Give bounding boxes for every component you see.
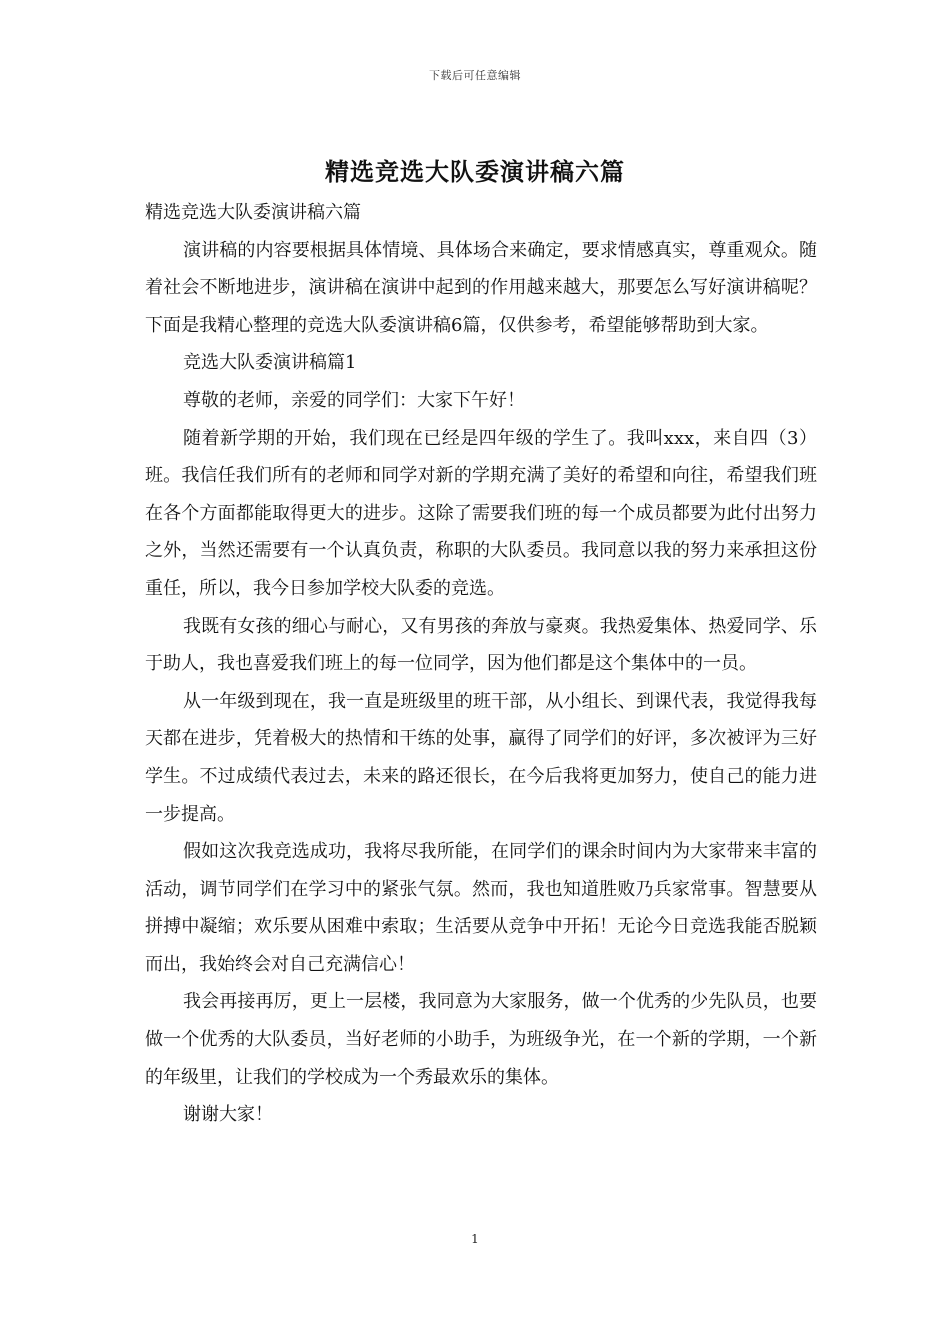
body-paragraph: 我既有女孩的细心与耐心，又有男孩的奔放与豪爽。我热爱集体、热爱同学、乐于助人，我也喜爱我们班上的每一位同学，因为他们都是这个集体中的一员。	[145, 615, 817, 675]
salutation: 尊敬的老师，亲爱的同学们：大家下午好！	[183, 389, 525, 411]
page-number: 1	[471, 1232, 479, 1246]
section-heading: 竞选大队委演讲稿篇1	[183, 352, 357, 374]
body-paragraph: 我会再接再厉，更上一层楼，我同意为大家服务，做一个优秀的少先队员，也要做一个优秀的大队委员，当好老师的小助手，为班级争光，在一个新的学期，一个新的年级里，让我们的学校成为一个秀最欢乐的集体。	[145, 991, 817, 1088]
document-title: 精选竞选大队委演讲稿六篇	[325, 157, 625, 186]
header-note: 下载后可任意编辑	[429, 69, 521, 82]
subtitle-line: 精选竞选大队委演讲稿六篇	[145, 202, 361, 223]
body-paragraph: 从一年级到现在，我一直是班级里的班干部，从小组长、到课代表，我觉得我每天都在进步，凭着极大的热情和干练的处事，赢得了同学们的好评，多次被评为三好学生。不过成绩代表过去，未来的路还很长，在今后我将更加努力，使自己的能力进一步提高。	[145, 690, 817, 825]
intro-paragraph: 演讲稿的内容要根据具体情境、具体场合来确定，要求情感真实，尊重观众。随着社会不断地进步，演讲稿在演讲中起到的作用越来越大，那要怎么写好演讲稿呢？下面是我精心整理的竞选大队委演讲稿6篇，仅供参考，希望能够帮助到大家。	[145, 239, 817, 336]
closing-line: 谢谢大家！	[183, 1104, 273, 1126]
body-paragraph: 随着新学期的开始，我们现在已经是四年级的学生了。我叫xxx，来自四（3）班。我信任我们所有的老师和同学对新的学期充满了美好的希望和向往，希望我们班在各个方面都能取得更大的进步。这除了需要我们班的每一个成员都要为此付出努力之外，当然还需要有一个认真负责，称职的大队委员。我同意以我的努力来承担这份重任，所以，我今日参加学校大队委的竞选。	[145, 427, 817, 599]
document-body	[145, 194, 817, 1134]
body-paragraph: 假如这次我竞选成功，我将尽我所能，在同学们的课余时间内为大家带来丰富的活动，调节同学们在学习中的紧张气氛。然而，我也知道胜败乃兵家常事。智慧要从拼搏中凝缩；欢乐要从困难中索取；生活要从竞争中开拓！无论今日竞选我能否脱颖而出，我始终会对自己充满信心！	[145, 841, 817, 975]
